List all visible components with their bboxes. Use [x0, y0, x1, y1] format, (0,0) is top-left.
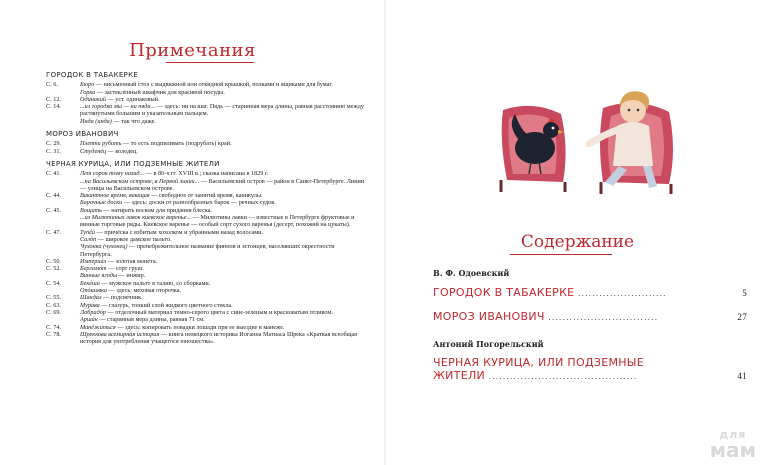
note-ref: С. 69.	[46, 308, 61, 316]
note-text: — так что даже.	[111, 117, 156, 125]
note-term: Плетни рубить	[80, 140, 122, 148]
note-text: — застеклённый шкафчик для красивой посуды.	[95, 88, 225, 96]
entry-page-number: 27	[737, 312, 747, 322]
note-ref: С. 14.	[46, 103, 61, 111]
note-item	[46, 207, 366, 214]
note-ref: С. 54.	[46, 279, 61, 287]
note-ref: С. 12.	[46, 95, 61, 103]
note-ref	[46, 236, 80, 243]
note-text: — глазурь, тонкий слой жидкого цветного стекла.	[99, 301, 233, 309]
note-item	[46, 96, 366, 103]
note-item	[46, 140, 366, 147]
note-item	[46, 236, 366, 243]
section-heading: МОРОЗ ИВАНОВИЧ	[46, 130, 119, 139]
note-term: Горка	[80, 88, 96, 96]
note-item	[46, 243, 366, 258]
note-text: — здесь: меховая оторочка.	[106, 287, 182, 295]
note-item	[46, 294, 366, 301]
note-text: — отделочный материал темно-серого цвета с сине-зеленым и красноватым отливом.	[105, 308, 333, 316]
note-item	[46, 118, 366, 125]
note-term: Вощить	[80, 206, 102, 214]
note-item	[46, 148, 366, 155]
note-ref	[46, 243, 80, 258]
note-item	[46, 81, 366, 88]
note-ref: С. 74.	[46, 323, 61, 331]
note-ref: С. 31.	[46, 147, 61, 155]
note-ref	[46, 272, 80, 279]
note-ref: С. 52.	[46, 265, 61, 273]
note-text: — Васильевский остров — район в Санкт-Петербурге. Линии — улицы на Васильевском острове.	[80, 177, 365, 192]
contents-title: Содержание	[520, 232, 635, 252]
note-term: Опóшивка	[80, 287, 107, 295]
note-ref	[46, 287, 80, 294]
note-item	[46, 214, 366, 229]
note-term: Тупéй	[80, 228, 95, 236]
note-term: ...из Милютиных лавок киевское варенье...	[80, 214, 192, 222]
note-text: — подсвечник.	[101, 294, 143, 302]
entry-leader-dots: ...............................	[544, 313, 659, 322]
note-term: Аршúн	[80, 316, 98, 324]
author-name: В. Ф. Одоевский	[433, 268, 510, 278]
note-term: Инда (инда)	[80, 117, 112, 125]
note-term: Винные ягоды	[80, 272, 118, 280]
note-item	[46, 302, 366, 309]
notes-title: Примечания	[129, 40, 256, 61]
note-item	[46, 309, 366, 316]
contents-page	[385, 0, 770, 465]
note-ref: С. 47.	[46, 228, 61, 236]
contents-entry[interactable]	[433, 356, 747, 382]
note-ref: С. 44.	[46, 192, 61, 200]
note-item	[46, 265, 366, 272]
boy-and-black-hen-illustration-icon	[493, 70, 683, 198]
note-item	[46, 331, 366, 346]
note-text: — колодец.	[106, 147, 138, 155]
note-text: — золотая монета.	[106, 257, 158, 265]
note-text: — Милютины лавки — известные в Петербурге фруктовые и винные торговые ряды. Киевское варенье — особый сорт сухого варенья (десерт, похожий на цукаты).	[80, 214, 355, 229]
note-ref: С. 29.	[46, 140, 61, 148]
note-text: — в 80-х гг. XVIII в.; сказка написана в 1829 г.	[144, 170, 269, 178]
note-text: — пренебрежительное название финнов и эстонцев, населявших окрестности Петербурга.	[80, 243, 335, 258]
note-ref	[46, 178, 80, 193]
entry-title: МОРОЗ ИВАНОВИЧ	[433, 310, 545, 323]
note-text: — здесь: копировать повадки лошади при ее выездке в манеже.	[115, 323, 285, 331]
note-term: Барочные доски	[80, 199, 123, 207]
notes-body	[46, 72, 366, 345]
contents-title-underline	[510, 254, 612, 255]
note-term: Лет сорок тому назад...	[80, 170, 145, 178]
note-item	[46, 170, 366, 177]
note-item	[46, 287, 366, 294]
note-ref: С. 6.	[46, 81, 58, 89]
note-term: Бекéша	[80, 279, 100, 287]
contents-entry[interactable]	[433, 310, 747, 323]
note-term: Империáл	[80, 257, 107, 265]
contents-entry[interactable]	[433, 286, 747, 299]
entry-leader-dots: ..........................................	[485, 372, 638, 381]
note-text: — широкое дамское пальто.	[96, 235, 172, 243]
note-term: Бергамóт	[80, 265, 107, 273]
author-name: Антоний Погорельский	[433, 339, 544, 349]
note-ref	[46, 214, 80, 229]
note-text: — здесь: ни на шаг. Пядь — старинная мера длины, равная расстоянию между растянутыми большим и указательным пальцем.	[80, 103, 364, 118]
section-heading: ЧЕРНАЯ КУРИЦА, ИЛИ ПОДЗЕМНЫЕ ЖИТЕЛИ	[46, 159, 220, 168]
note-text: — мужское пальто в талию, со сборками.	[99, 279, 211, 287]
note-term: Студенéц	[80, 147, 107, 155]
watermark-line2: мам	[709, 438, 756, 462]
note-item	[46, 258, 366, 265]
watermark-logo	[709, 428, 756, 462]
note-item	[46, 103, 366, 118]
note-text: — натирать воском для придания блеска.	[101, 206, 213, 214]
note-text: — инжир.	[117, 272, 146, 280]
note-term: Манéжиться	[80, 323, 116, 331]
note-ref	[46, 199, 80, 206]
note-ref: С. 55.	[46, 294, 61, 302]
section-heading: ГОРОДОК В ТАБАКЕРКЕ	[46, 71, 139, 79]
note-ref: С. 41.	[46, 170, 61, 178]
note-ref	[46, 118, 80, 125]
note-term: Шандáл	[80, 294, 102, 302]
entry-title-continued: ЖИТЕЛИ	[433, 369, 486, 382]
note-term: Салóп	[80, 235, 97, 243]
note-text: — письменный стол с выдвижной или откидной крышкой, полками и ящиками для бумаг.	[94, 81, 333, 89]
note-term: Мурáва	[80, 301, 100, 309]
note-ref: С. 50.	[46, 257, 61, 265]
note-text: — старинная мера длины, равная 71 см.	[97, 316, 205, 324]
entry-page-number: 41	[737, 371, 747, 381]
note-item	[46, 272, 366, 279]
note-ref	[46, 316, 80, 323]
note-term: Лабрадóр	[80, 308, 106, 316]
note-text: — уст. одинаковый.	[105, 95, 160, 103]
note-ref: С. 78.	[46, 330, 61, 338]
note-item	[46, 199, 366, 206]
note-item	[46, 280, 366, 287]
note-term: ...из городка мы — ни пяди...	[80, 103, 156, 111]
watermark-line1: для	[719, 428, 747, 441]
entry-title: ЧЕРНАЯ КУРИЦА, ИЛИ ПОДЗЕМНЫЕ	[433, 356, 645, 369]
entry-title: ГОРОДОК В ТАБАКЕРКЕ	[433, 286, 575, 299]
note-item	[46, 89, 366, 96]
entry-leader-dots: .........................	[574, 289, 667, 298]
note-text: — причёска с взбитым хохолком и убранными назад волосами.	[94, 228, 264, 236]
note-text: — свободное от занятий время, каникулы.	[149, 192, 263, 200]
note-term: Чухонка (чухонец)	[80, 243, 128, 251]
notes-title-underline	[166, 62, 254, 63]
note-term: Шреккова всемирная история	[80, 330, 160, 338]
note-ref: С. 63.	[46, 301, 61, 309]
note-item	[46, 316, 366, 323]
note-item	[46, 192, 366, 199]
note-text: — книга немецкого историка Иоганна Матиаса Шрека «Краткая всеобщая история для употребления учащегося юношества».	[80, 330, 357, 346]
note-term: Одинакий	[80, 95, 106, 103]
note-term: Бюро	[80, 81, 95, 89]
note-text: — здесь: доски от разнообразных барок — речных судов.	[122, 199, 276, 207]
note-item	[46, 324, 366, 331]
note-item	[46, 178, 366, 193]
note-text: — то есть подпиливать (подрубать) край.	[121, 140, 232, 148]
note-term: ...на Васильевском острове, в Первой линии...	[80, 177, 200, 185]
note-ref	[46, 89, 80, 96]
note-text: — сорт груш.	[106, 265, 144, 273]
note-ref: С. 45.	[46, 206, 61, 214]
note-term: Вакантное время, вакация	[80, 192, 150, 200]
note-item	[46, 229, 366, 236]
entry-page-number: 5	[742, 288, 747, 298]
